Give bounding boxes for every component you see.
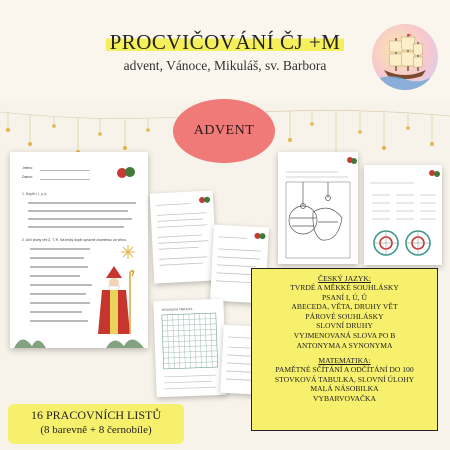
contents-box bbox=[251, 268, 438, 431]
czech-section-title: ČESKÝ JAZYK: bbox=[318, 274, 371, 283]
czech-item: SLOVNÍ DRUHY bbox=[316, 321, 373, 331]
math-worksheet-graphic bbox=[364, 165, 442, 265]
worksheet-small-1 bbox=[150, 190, 218, 283]
math-item: MALÁ NÁSOBILKA bbox=[310, 384, 379, 394]
math-section-title: MATEMATIKA: bbox=[318, 356, 371, 366]
leaves-decoration bbox=[10, 328, 148, 348]
advent-badge-label: ADVENT bbox=[193, 123, 255, 138]
math-item: VYBARVOVAČKA bbox=[313, 393, 376, 403]
worksheet-hundred-table bbox=[153, 299, 226, 397]
saint-nicholas-illustration bbox=[92, 264, 136, 336]
math-item: STOVKOVÁ TABULKA, SLOVNÍ ÚLOHY bbox=[274, 374, 415, 384]
czech-item: TVRDÉ A MĚKKÉ SOUHLÁSKY bbox=[290, 283, 399, 292]
header bbox=[0, 0, 450, 100]
svg-text:STOVKOVÁ TABULKA: STOVKOVÁ TABULKA bbox=[161, 306, 193, 312]
math-item: PAMĚTNÉ SČÍTÁNÍ A ODČÍTÁNÍ DO 100 bbox=[275, 365, 414, 375]
worksheet-lines-graphic bbox=[150, 190, 218, 283]
czech-item: PSANÍ I, Ú, Ů bbox=[322, 292, 367, 302]
task-2: 2. Urči druhy vět O, T, R. Na tečky doplň správné znaménko za větou. bbox=[22, 238, 127, 242]
coloring-ornaments-graphic bbox=[278, 152, 358, 264]
worksheet-math bbox=[364, 165, 442, 265]
datum-label: Datum: bbox=[22, 175, 33, 179]
jmeno-label: Jméno: bbox=[22, 166, 34, 170]
czech-item: VYJMENOVANÁ SLOVA PO B bbox=[293, 330, 396, 340]
page-subtitle: advent, Vánoce, Mikuláš, sv. Barbora bbox=[123, 58, 327, 73]
advent-badge bbox=[173, 99, 275, 163]
czech-item: PÁROVÉ SOUHLÁSKY bbox=[305, 311, 384, 321]
task-1: 1. Doplň i, í, y, ý: bbox=[22, 192, 47, 196]
page-title bbox=[60, 30, 390, 55]
snowflake-icon bbox=[120, 244, 136, 260]
worksheet-coloring bbox=[278, 152, 358, 264]
worksheet-main bbox=[10, 152, 148, 348]
ornaments-icon bbox=[116, 164, 136, 180]
czech-item: ABECEDA, VĚTA, DRUHY VĚT bbox=[291, 302, 398, 312]
czech-item: ANTONYMA A SYNONYMA bbox=[296, 340, 393, 350]
hundred-table-graphic bbox=[153, 299, 226, 397]
worksheet-count: 16 PRACOVNÍCH LISTŮ bbox=[30, 408, 161, 422]
worksheet-count-banner bbox=[8, 404, 184, 444]
sailing-ship-logo bbox=[372, 24, 438, 90]
title-text: PROCVIČOVÁNÍ ČJ +M bbox=[106, 30, 345, 54]
worksheet-variants: (8 barevně + 8 černobíle) bbox=[40, 424, 152, 436]
